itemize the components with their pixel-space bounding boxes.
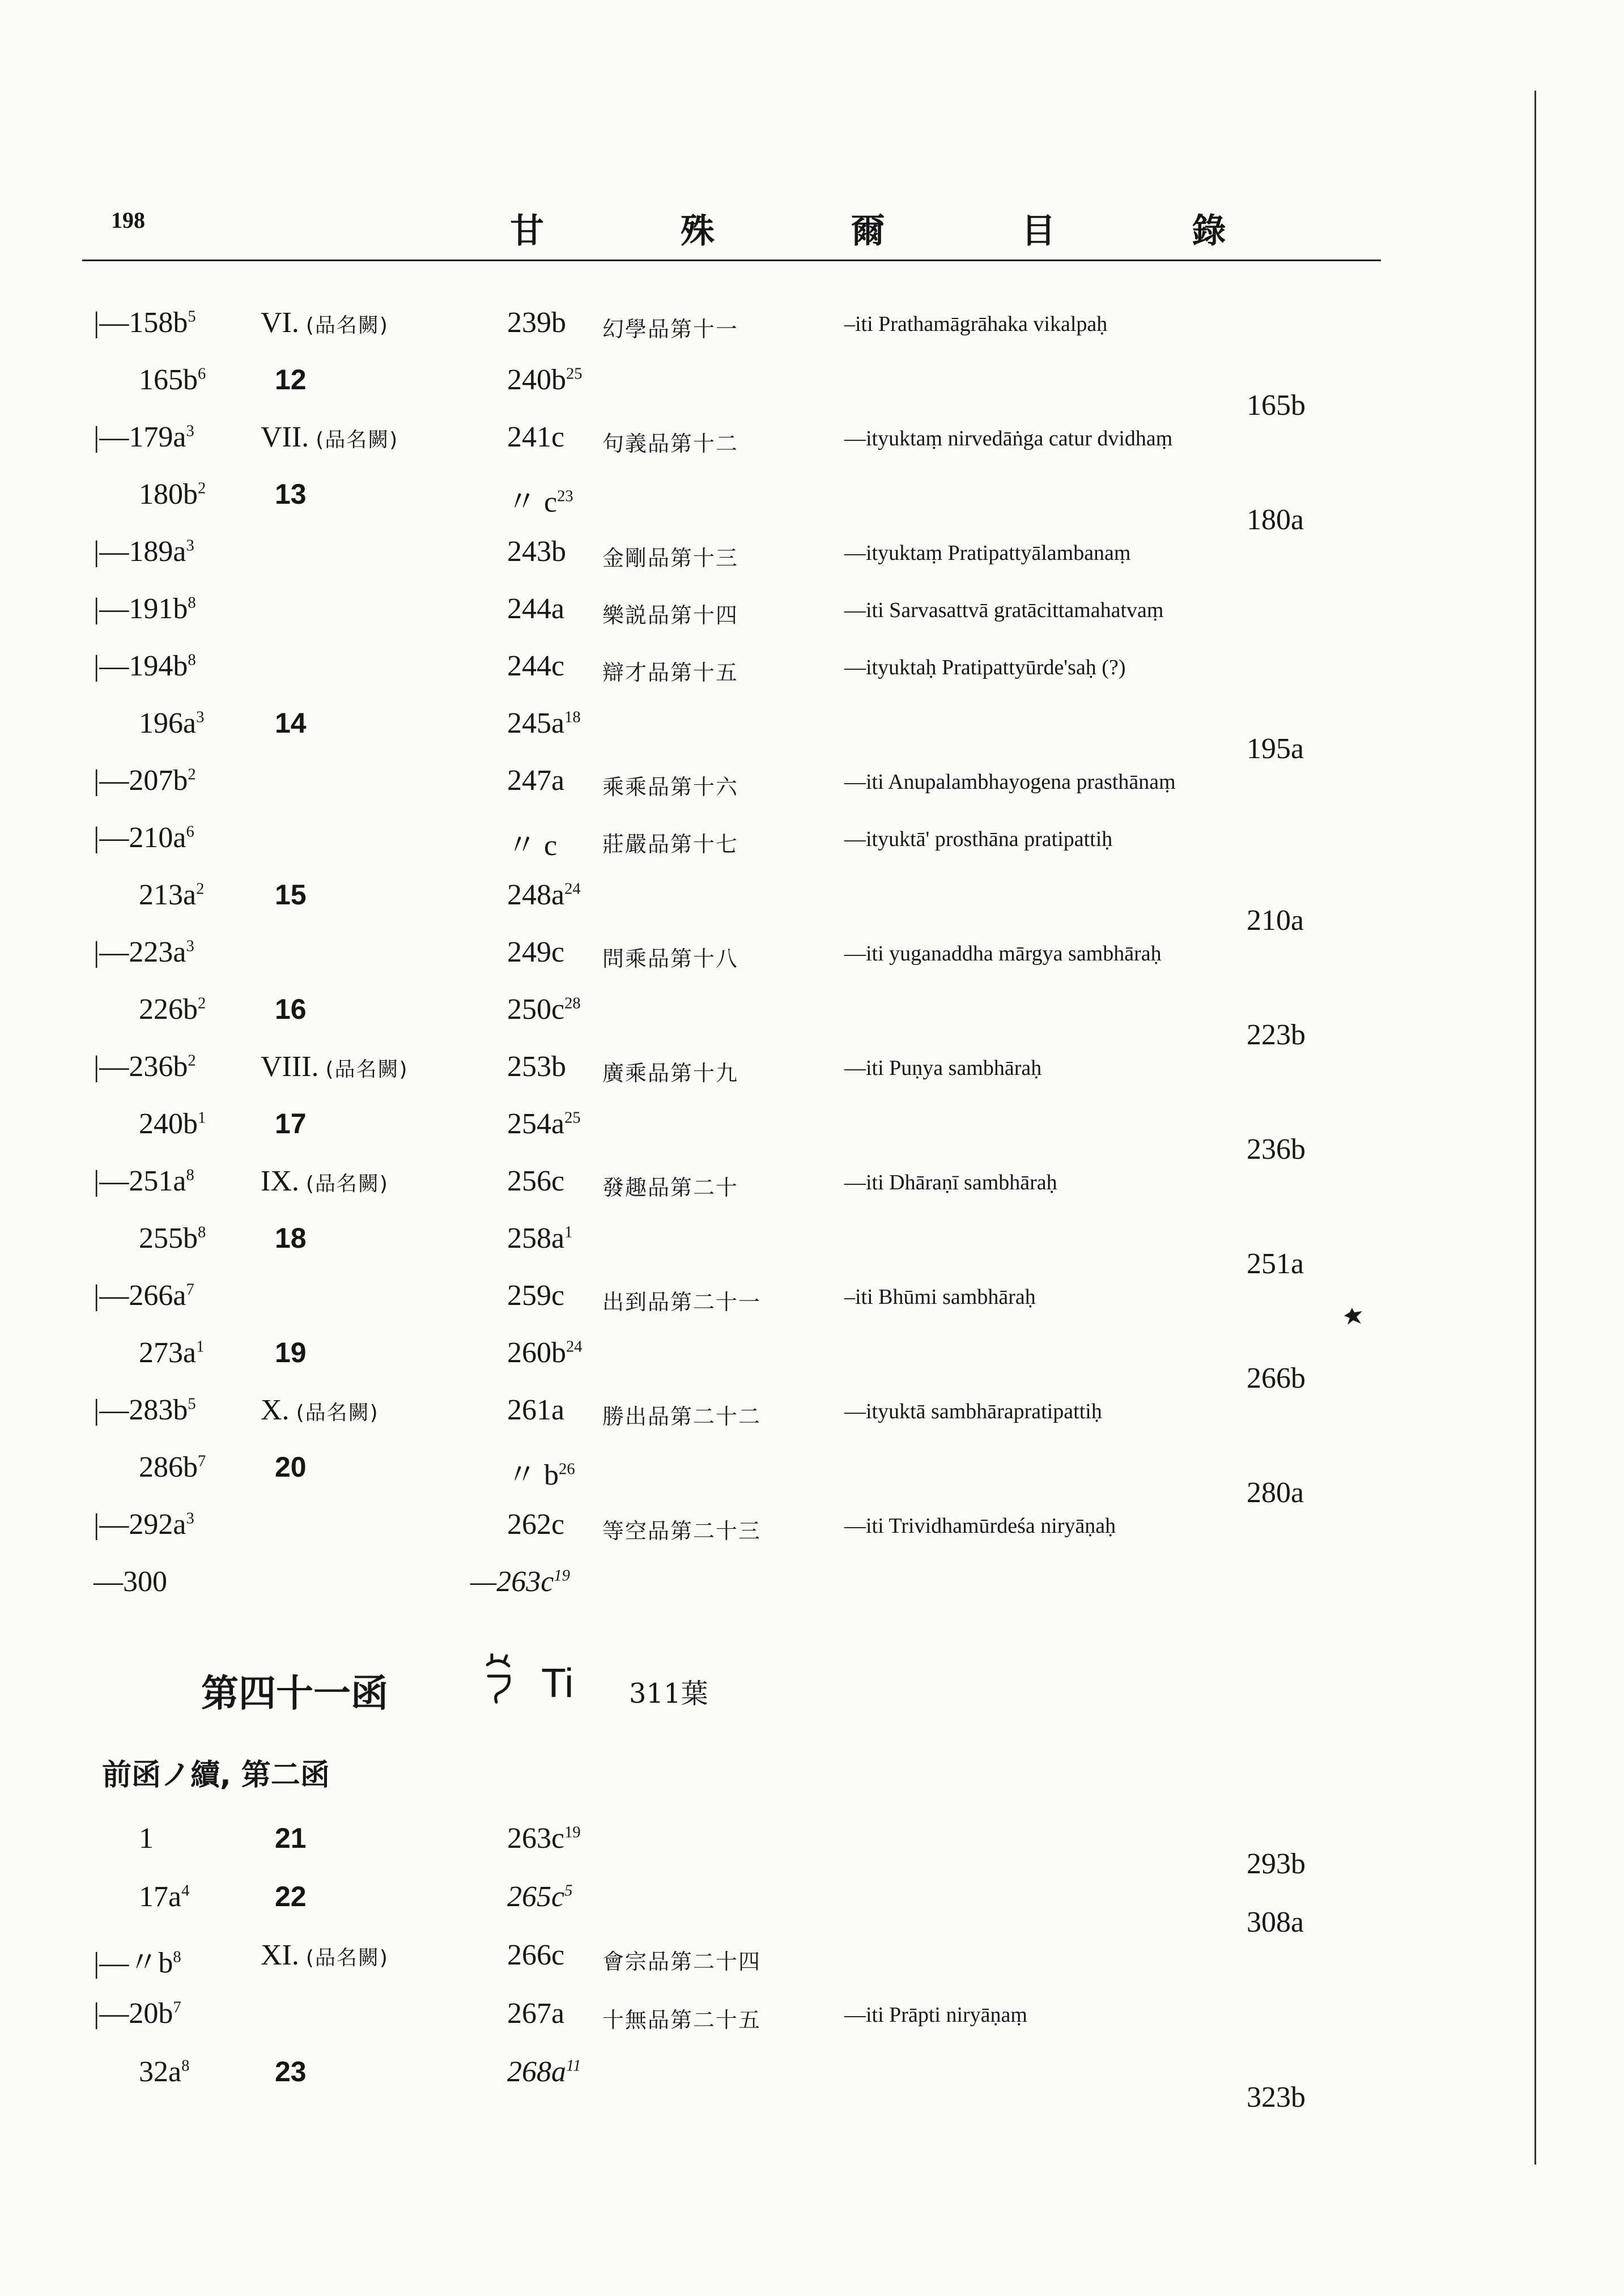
folio-cell: $|—236b^2$ xyxy=(93,1051,196,1083)
table-row xyxy=(0,529,1624,592)
folio-cell: |—〃$b^8$ xyxy=(93,1947,181,1979)
folio-cell: $|—189a^3$ xyxy=(93,535,194,568)
taisho-reference: 243b xyxy=(507,535,566,568)
taisho-reference: 〃 $c^{23}$ xyxy=(507,486,573,518)
end-folio: 180a xyxy=(1247,504,1304,536)
table-row xyxy=(0,701,1624,763)
colophon-text: —ityuktā' prosthāna pratipattiḥ xyxy=(844,827,1113,851)
table-row xyxy=(0,987,1624,1049)
end-folio: 308a xyxy=(1247,1906,1304,1938)
colophon-text: –iti Prathamāgrāhaka vikalpaḥ xyxy=(844,312,1108,336)
colophon-text: —iti Puṇya sambhāraḥ xyxy=(844,1056,1042,1080)
volume-number: 17 xyxy=(275,1108,307,1140)
colophon-text: —iti Trividhamūrdeśa niryāṇaḥ xyxy=(844,1514,1116,1538)
section-code: Ti xyxy=(541,1661,574,1706)
taisho-reference: 〃 $b^{26}$ xyxy=(507,1459,575,1491)
folio-cell: $|—283b^5$ xyxy=(93,1394,196,1426)
end-folio: 266b xyxy=(1247,1362,1306,1394)
taisho-reference: 267a xyxy=(507,1997,565,2030)
folio-cell: $|—210a^6$ xyxy=(93,822,194,854)
taisho-reference: $263c^{19}$ xyxy=(507,1822,581,1855)
end-folio: 323b xyxy=(1247,2081,1306,2114)
colophon-text: —ityuktaṃ nirvedāṅga catur dvidhaṃ xyxy=(844,427,1173,450)
folio-cell: —300 xyxy=(93,1566,167,1598)
folio-cell: $|—20b^7$ xyxy=(93,1997,181,2030)
continuation-note: 前函ノ續, 第二函 xyxy=(102,1758,330,1792)
chapter-title: 樂説品第十四 xyxy=(602,603,739,628)
taisho-reference: 253b xyxy=(507,1051,566,1083)
taisho-reference: 259c xyxy=(507,1279,565,1312)
end-folio: 195a xyxy=(1247,733,1304,765)
folio-cell: $286b^7$ xyxy=(139,1451,206,1483)
chapter-title: 問乘品第十八 xyxy=(602,946,739,971)
volume-number: 19 xyxy=(275,1337,307,1368)
taisho-reference: $248a^{24}$ xyxy=(507,879,581,911)
folio-cell: $|—158b^5$ xyxy=(93,307,196,339)
section-numeral: VIII. (品名闕) xyxy=(261,1051,409,1083)
folio-cell: $|—207b^2$ xyxy=(93,764,196,797)
colophon-text: —ityuktaṃ Pratipattyālambanaṃ xyxy=(844,541,1131,565)
end-folio: 236b xyxy=(1247,1133,1306,1166)
taisho-reference: $260b^{24}$ xyxy=(507,1337,583,1369)
table-row xyxy=(0,1102,1624,1164)
folio-cell: $|—194b^8$ xyxy=(93,650,196,682)
chapter-title: 莊嚴品第十七 xyxy=(602,832,739,857)
end-folio: 165b xyxy=(1247,389,1306,422)
table-row xyxy=(0,2050,1624,2112)
folio-cell: $17a^4$ xyxy=(139,1881,190,1913)
chapter-title: 辯才品第十五 xyxy=(602,660,739,685)
chapter-title: 乘乘品第十六 xyxy=(602,775,739,800)
volume-number: 13 xyxy=(275,478,307,510)
page-number: 198 xyxy=(111,207,145,233)
colophon-text: —ityuktaḥ Pratipattyūrde'saḥ (?) xyxy=(844,656,1126,679)
folio-cell: $165b^6$ xyxy=(139,364,206,396)
taisho-reference: 256c xyxy=(507,1165,565,1197)
taisho-reference: $240b^{25}$ xyxy=(507,364,583,396)
volume-number: 20 xyxy=(275,1451,307,1483)
table-row xyxy=(0,1216,1624,1278)
table-row xyxy=(0,1159,1624,1221)
taisho-reference: $265c^5$ xyxy=(507,1881,573,1913)
end-folio: 280a xyxy=(1247,1477,1304,1509)
table-row xyxy=(0,930,1624,992)
table-row xyxy=(0,644,1624,706)
section-numeral: X. (品名闕) xyxy=(261,1394,379,1426)
colophon-text: –iti Bhūmi sambhāraḥ xyxy=(844,1285,1036,1309)
folio-cell: $240b^1$ xyxy=(139,1108,206,1140)
colophon-text: —iti Sarvasattvā gratācittamahatvaṃ xyxy=(844,598,1164,622)
chapter-title: 出到品第二十一 xyxy=(602,1290,762,1315)
table-row xyxy=(0,472,1624,534)
table-row xyxy=(0,586,1624,649)
header-rule xyxy=(82,260,1381,261)
chapter-title: 發趣品第二十 xyxy=(602,1175,739,1200)
table-row xyxy=(0,415,1624,477)
chapter-title: 十無品第二十五 xyxy=(602,2008,762,2033)
colophon-text: —iti yuganaddha mārgya sambhāraḥ xyxy=(844,942,1162,966)
running-title: 甘 殊 爾 目 錄 xyxy=(510,211,1289,251)
folio-cell: $|—292a^3$ xyxy=(93,1508,194,1541)
table-row xyxy=(0,1273,1624,1336)
taisho-reference: 261a xyxy=(507,1394,565,1426)
colophon-text: —ityuktā sambhārapratipattiḥ xyxy=(844,1400,1102,1423)
volume-number: 14 xyxy=(275,707,307,739)
chapter-title: 廣乘品第十九 xyxy=(602,1061,739,1086)
volume-number: 23 xyxy=(275,2056,307,2087)
table-row xyxy=(0,300,1624,363)
end-folio: 210a xyxy=(1247,904,1304,937)
taisho-reference: $245a^{18}$ xyxy=(507,707,581,739)
table-row xyxy=(0,815,1624,878)
taisho-reference: 〃 c xyxy=(507,830,558,862)
section-leaves: 311葉 xyxy=(629,1678,708,1710)
folio-cell: $273a^1$ xyxy=(139,1337,205,1369)
folio-cell: 1 xyxy=(139,1822,154,1855)
volume-number: 16 xyxy=(275,993,307,1025)
section-numeral: VII. (品名闕) xyxy=(261,421,399,453)
taisho-reference: 249c xyxy=(507,936,565,968)
table-row xyxy=(0,1044,1624,1107)
chapter-title: 會宗品第二十四 xyxy=(602,1949,762,1974)
table-row xyxy=(0,1933,1624,1995)
chapter-title: 金剛品第十三 xyxy=(602,546,739,571)
end-folio: 293b xyxy=(1247,1848,1306,1880)
end-folio: 251a xyxy=(1247,1248,1304,1280)
folio-cell: $|—266a^7$ xyxy=(93,1279,194,1312)
section-numeral: XI. (品名闕) xyxy=(261,1939,389,1971)
taisho-reference: 244c xyxy=(507,650,565,682)
folio-cell: $226b^2$ xyxy=(139,993,206,1026)
table-row xyxy=(0,1388,1624,1450)
tibetan-letter-icon xyxy=(482,1653,516,1704)
colophon-text: —iti Prāpti niryāṇaṃ xyxy=(844,2003,1027,2027)
chapter-title: 勝出品第二十二 xyxy=(602,1404,762,1429)
table-row xyxy=(0,1874,1624,1937)
table-row xyxy=(0,358,1624,420)
section-numeral: VI. (品名闕) xyxy=(261,307,389,339)
table-row xyxy=(0,1816,1624,1878)
folio-cell: $196a^3$ xyxy=(139,707,205,739)
table-row xyxy=(0,873,1624,935)
taisho-reference: 244a xyxy=(507,593,565,625)
colophon-text: —iti Anupalambhayogena prasthānaṃ xyxy=(844,770,1176,794)
section-title: 第四十一函 xyxy=(201,1672,388,1715)
section-numeral: IX. (品名闕) xyxy=(261,1165,389,1197)
chapter-title: 句義品第十二 xyxy=(602,431,739,456)
end-folio: 223b xyxy=(1247,1019,1306,1051)
taisho-reference: $268a^{11}$ xyxy=(507,2056,581,2088)
colophon-text: —iti Dhāraṇī sambhāraḥ xyxy=(844,1171,1057,1194)
taisho-reference: 241c xyxy=(507,421,565,453)
volume-number: 15 xyxy=(275,879,307,911)
table-row xyxy=(0,1445,1624,1507)
taisho-reference: 266c xyxy=(507,1939,565,1971)
taisho-reference: $258a^1$ xyxy=(507,1222,573,1255)
table-row xyxy=(0,758,1624,820)
volume-number: 12 xyxy=(275,364,307,396)
volume-number: 18 xyxy=(275,1222,307,1254)
folio-cell: $213a^2$ xyxy=(139,879,205,911)
table-row xyxy=(0,1559,1624,1622)
table-row xyxy=(0,1330,1624,1393)
taisho-reference: $250c^{28}$ xyxy=(507,993,581,1026)
ink-blot xyxy=(1342,1307,1364,1326)
folio-cell: $32a^8$ xyxy=(139,2056,190,2088)
folio-cell: $180b^2$ xyxy=(139,478,206,511)
folio-cell: $|—191b^8$ xyxy=(93,593,196,625)
folio-cell: $|—223a^3$ xyxy=(93,936,194,968)
folio-cell: $255b^8$ xyxy=(139,1222,206,1255)
taisho-reference: 247a xyxy=(507,764,565,797)
taisho-reference: 262c xyxy=(507,1508,565,1541)
table-row xyxy=(0,1502,1624,1564)
table-row xyxy=(0,1991,1624,2053)
taisho-reference: $254a^{25}$ xyxy=(507,1108,581,1140)
taisho-reference: 239b xyxy=(507,307,566,339)
folio-cell: $|—179a^3$ xyxy=(93,421,194,453)
chapter-title: 等空品第二十三 xyxy=(602,1519,762,1544)
volume-number: 22 xyxy=(275,1881,307,1912)
folio-cell: $|—251a^8$ xyxy=(93,1165,194,1197)
chapter-title: 幻學品第十一 xyxy=(602,317,739,342)
volume-number: 21 xyxy=(275,1822,307,1854)
taisho-reference: $—263c^{19}$ xyxy=(470,1566,570,1598)
